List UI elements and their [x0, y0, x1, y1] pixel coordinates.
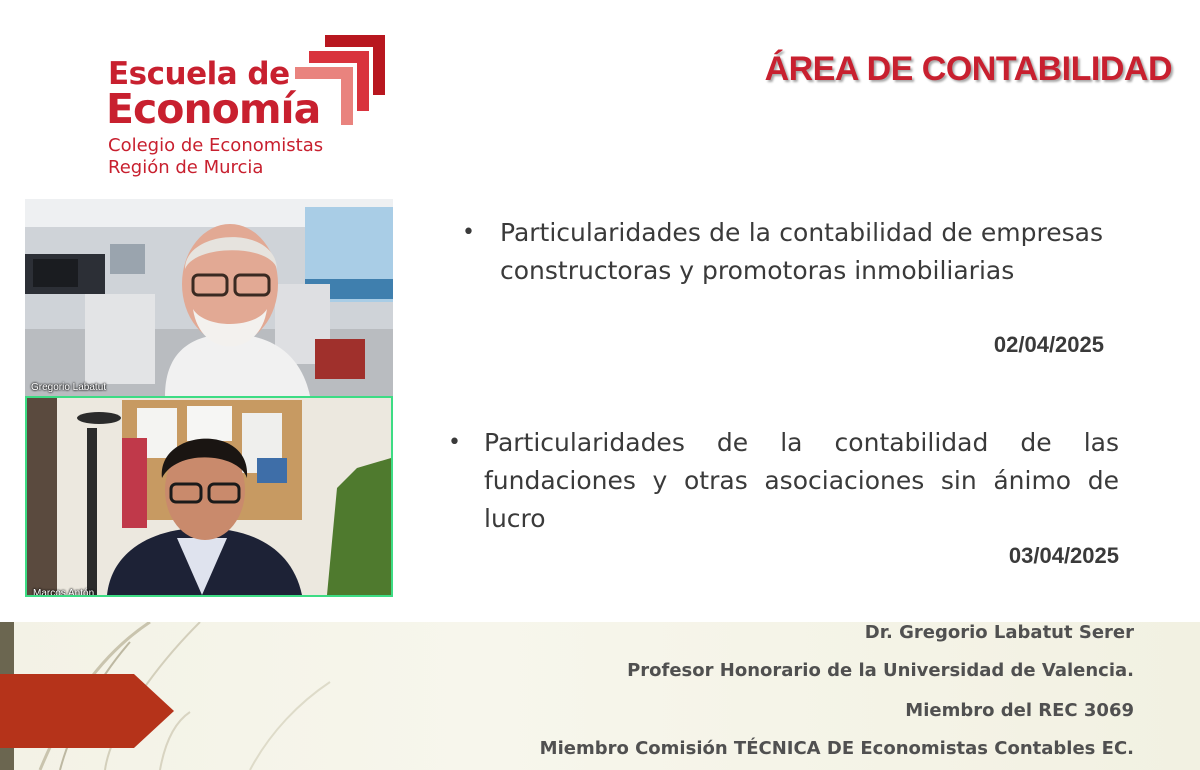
- credit-line-4: Miembro Comisión TÉCNICA DE Economistas Contables EC.: [539, 738, 1134, 759]
- bullet-icon: •: [462, 220, 475, 245]
- topic-text: Particularidades de la contabilidad de las fundaciones y otras asociaciones sin ánimo de lucro: [484, 428, 1119, 533]
- logo-line-2: Economía: [106, 85, 321, 133]
- participant-name-label: Marcos Antón: [33, 588, 95, 597]
- credit-line-3: Miembro del REC 3069: [905, 700, 1134, 721]
- topic-date: 03/04/2025: [1008, 543, 1119, 568]
- slide-title: ÁREA DE CONTABILIDAD: [764, 50, 1172, 88]
- speaker-credits-banner: [0, 622, 1200, 770]
- participant-name-label: Gregorio Labatut: [31, 382, 107, 393]
- topic-text: Particularidades de la contabilidad de empresas constructoras y promotoras inmobiliarias: [500, 218, 1103, 285]
- bullet-icon: •: [448, 430, 461, 455]
- topic-item-2: [448, 424, 1123, 554]
- logo-subtitle-1: Colegio de Economistas: [108, 135, 324, 156]
- video-tile-speaker-1[interactable]: [25, 199, 393, 396]
- escuela-economia-logo: [100, 30, 400, 190]
- topic-date: 02/04/2025: [993, 332, 1104, 357]
- topic-item-1: [462, 214, 1107, 344]
- logo-line-1: Escuela de: [108, 56, 290, 92]
- participant-video-1: [25, 199, 393, 396]
- credit-line-1: Dr. Gregorio Labatut Serer: [864, 622, 1134, 643]
- video-tile-speaker-2[interactable]: [25, 396, 393, 597]
- participant-video-2: [27, 398, 391, 595]
- logo-subtitle-2: Región de Murcia: [108, 157, 264, 178]
- credit-line-2: Profesor Honorario de la Universidad de Valencia.: [627, 660, 1134, 681]
